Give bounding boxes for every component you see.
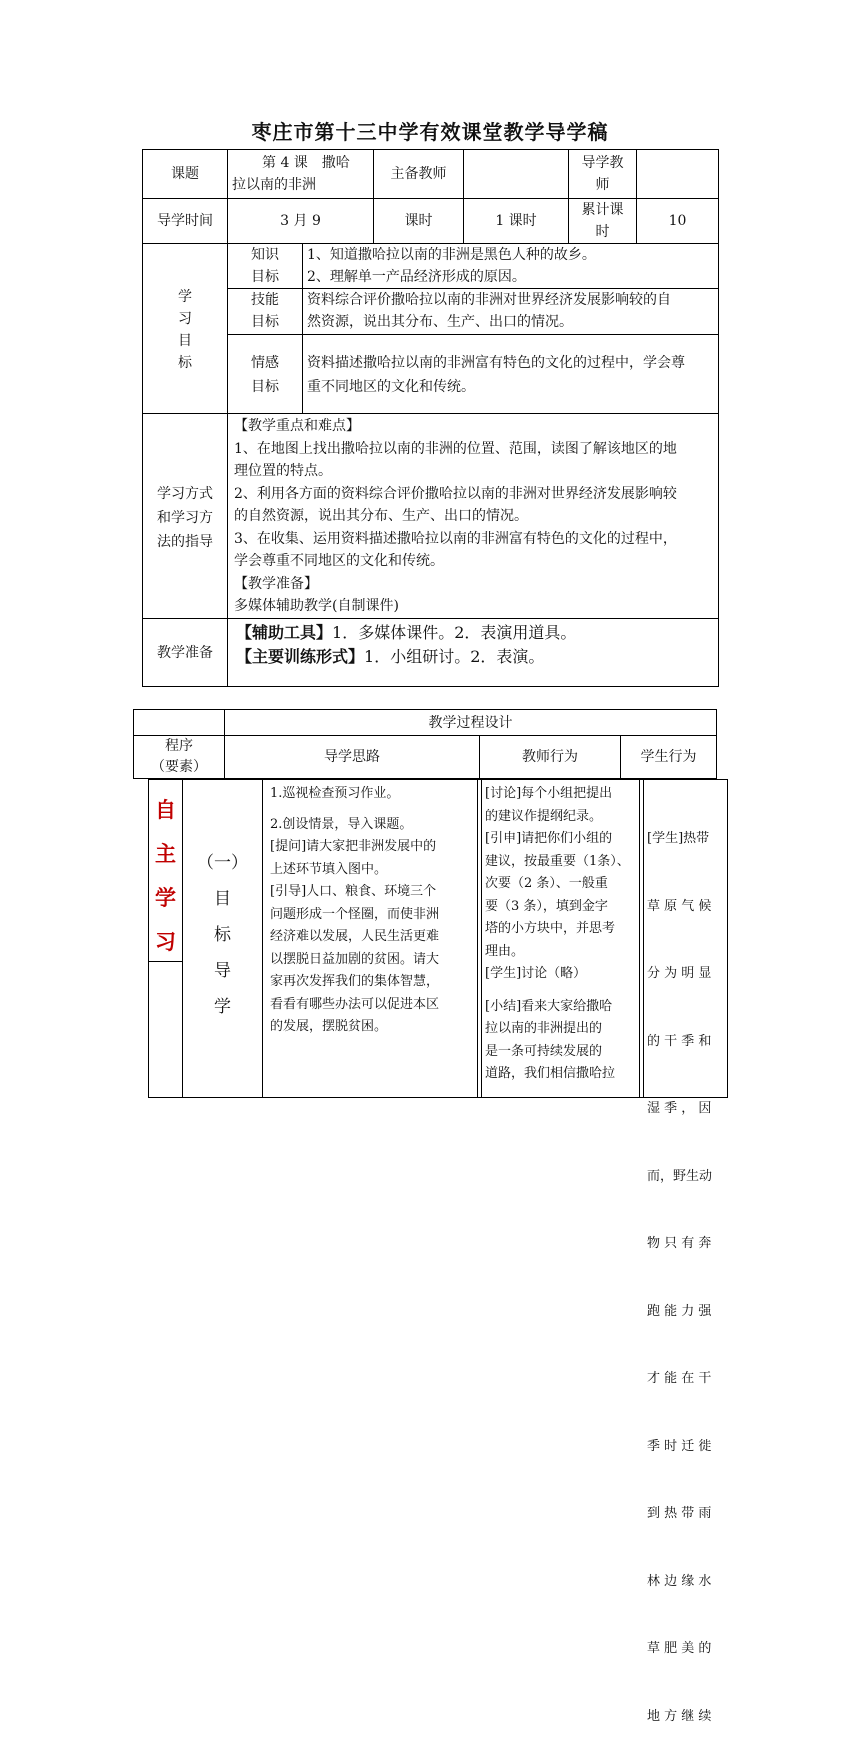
teacher-line: 建议，按最重要（1条）、 [485,853,630,869]
student-line: 草 原 气 候 [647,898,712,914]
idea-line: 1.巡视检查预习作业。 [270,786,400,801]
teacher-line: 拉以南的非洲提出的 [485,1021,603,1036]
guide-label [569,152,636,196]
teacher-line: [讨论]每个小组把提出 [485,786,613,801]
student-line: 湿 季 ， 因 [647,1101,712,1116]
prep-line-content: 1．多媒体课件。2．表演用道具。 [332,623,577,642]
idea-text [270,783,475,1039]
student-line: 而，野生动 [647,1168,713,1184]
step-label-line: 导 [214,961,231,981]
prep-text [236,621,716,669]
objectives-label-char: 习 [178,311,192,327]
methods-label-line: 法的指导 [157,534,213,550]
teacher-line: 理由。 [485,943,525,959]
section-label-char: 主 [155,841,176,866]
section-label-char: 学 [155,885,176,910]
prep-label: 教学准备 [157,644,213,661]
total-label [569,199,636,243]
objectives-label [143,286,227,374]
methods-line: 【教学准备】 [234,575,318,592]
objective-text-skill [307,289,717,333]
objectives-label-char: 学 [178,289,192,305]
step-label-line: 学 [214,997,231,1017]
teacher-value [464,150,568,198]
objective-line: 1、知道撒哈拉以南的非洲是黑色人种的故乡。 [307,247,596,263]
col-idea: 导学思路 [324,749,380,765]
section-label [149,788,182,964]
student-line: 季 时 迁 徙 [647,1438,712,1454]
idea-line: 2.创设情景，导入课题。 [270,816,413,832]
methods-line: 学会尊重不同地区的文化和传统。 [234,553,444,569]
idea-line: 的发展，摆脱贫困。 [270,1019,388,1034]
teacher-line: 是一条可持续发展的 [485,1043,603,1059]
teacher-line: 塔的小方块中，并思考 [485,921,616,936]
student-line: 才 能 在 干 [647,1371,712,1386]
idea-line [270,806,475,814]
teacher-line: [小结]看来大家给撒哈 [485,998,613,1014]
methods-line: 的自然资源，说出其分布、生产、出口的情况。 [234,508,528,524]
prep-line-content: 1．小组研讨。2．表演。 [364,647,545,666]
methods-text [234,415,718,618]
methods-line: 1、在地图上找出撒哈拉以南的非洲的位置、范围，读图了解该地区的地 [234,440,677,457]
objective-text-emotion [307,351,717,399]
teacher-line: [学生]讨论（略） [485,966,587,981]
teacher-line [485,986,638,996]
time-label: 导学时间 [157,213,213,229]
teacher-line: [引申]请把你们小组的 [485,831,613,846]
objective-type-line: 目标 [251,379,279,395]
col-teacher: 教师行为 [522,749,578,765]
prep-line-heading: 【辅助工具】 [236,623,333,642]
objective-type-skill [228,289,302,333]
idea-line: 上述环节填入图中。 [270,861,388,877]
objective-line: 资料综合评价撒哈拉以南的非洲对世界经济发展影响较的自 [307,292,671,308]
objective-type-emotion [228,351,302,399]
teacher-line: 道路，我们相信撒哈拉 [485,1066,616,1081]
idea-line: [引导]人口、粮食、环境三个 [270,884,437,899]
prep-line [236,645,716,669]
methods-line: 2、利用各方面的资料综合评价撒哈拉以南的非洲对世界经济发展影响较 [234,485,677,502]
methods-label-line: 学习方式 [157,486,213,502]
objective-type-line: 目标 [251,314,279,330]
total-label-line: 时 [595,224,610,240]
objectives-label-char: 标 [178,355,192,371]
section-label-char: 自 [155,797,176,822]
step-label-line: 目 [214,889,231,909]
guide-value [637,150,718,198]
col-program-line: 程序 [165,738,193,754]
objective-type-knowledge [228,244,302,288]
objective-type-line: 知识 [251,247,279,263]
student-text [647,783,725,1751]
idea-line: 以摆脱日益加剧的贫困。请大 [270,951,440,967]
methods-line: 多媒体辅助教学(自制课件) [234,598,399,614]
objectives-label-char: 目 [178,333,192,349]
step-label-line: 标 [214,925,231,945]
objective-type-line: 目标 [251,269,279,285]
student-line: 分 为 明 显 [647,966,712,981]
col-program [134,736,224,778]
student-line: [学生]热带 [647,831,710,846]
objective-line: 2、理解单一产品经济形成的原因。 [307,269,526,285]
methods-line: 理位置的特点。 [234,463,332,479]
objective-type-line: 技能 [251,292,279,308]
hours-value: 1 课时 [495,213,537,229]
methods-label [143,482,227,554]
objective-line: 资料描述撒哈拉以南的非洲富有特色的文化的过程中，学会尊 [307,355,685,371]
hours-label: 课时 [404,213,433,229]
topic-value-line: 第 4 课 撒哈 [262,155,350,171]
objective-line: 重不同地区的文化和传统。 [307,379,475,395]
idea-line: [提问]请大家把非洲发展中的 [270,839,437,854]
topic-value-line: 拉以南的非洲 [232,177,316,193]
col-student: 学生行为 [640,749,697,765]
total-value: 10 [668,213,687,229]
objective-text-knowledge [307,244,717,288]
student-line: 地 方 继 续 [647,1708,712,1724]
time-value: 3 月 9 [280,213,321,229]
guide-label-line: 导学教 [581,155,624,171]
student-line: 的 干 季 和 [647,1033,712,1049]
step-label [183,845,262,1025]
teacher-line: 要（3 条），填到金字 [485,898,608,914]
topic-label: 课题 [171,166,199,182]
idea-line: 家再次发挥我们的集体智慧， [270,974,440,989]
objective-line: 然资源，说出其分布、生产、出口的情况。 [307,314,573,330]
student-line: 跑 能 力 强 [647,1303,712,1319]
idea-line: 经济难以发展，人民生活更难 [270,929,440,944]
guide-label-line: 师 [595,177,610,193]
page-title: 枣庄市第十三中学有效课堂教学导学稿 [251,120,609,144]
methods-label-line: 和学习方 [157,510,213,526]
teacher-line: 次要（2 条）、一般重 [485,876,608,891]
teacher-line: 的建议作提纲纪录。 [485,808,603,824]
topic-value [232,152,372,196]
methods-line: 【教学重点和难点】 [234,418,360,434]
student-line: 物 只 有 奔 [647,1236,712,1251]
prep-line-heading: 【主要训练形式】 [236,647,365,666]
teacher-text [485,783,638,1086]
student-line: 林 边 缘 水 [647,1573,712,1589]
idea-line: 看看有哪些办法可以促进本区 [270,996,440,1012]
prep-line [236,621,716,645]
teacher-label: 主备教师 [390,166,447,182]
section-label-char: 习 [155,929,176,954]
step-label-line: （一） [197,853,248,873]
total-label-line: 累计课 [581,202,624,218]
student-line: 到 热 带 雨 [647,1506,712,1521]
idea-line: 问题形成一个怪圈，而使非洲 [270,906,440,922]
methods-line: 3、在收集、运用资料描述撒哈拉以南的非洲富有特色的文化的过程中， [234,530,677,547]
col-program-line: （要素） [151,759,207,775]
process-title: 教学过程设计 [428,714,513,731]
student-line: 草 肥 美 的 [647,1641,712,1656]
objective-type-line: 情感 [251,355,279,371]
